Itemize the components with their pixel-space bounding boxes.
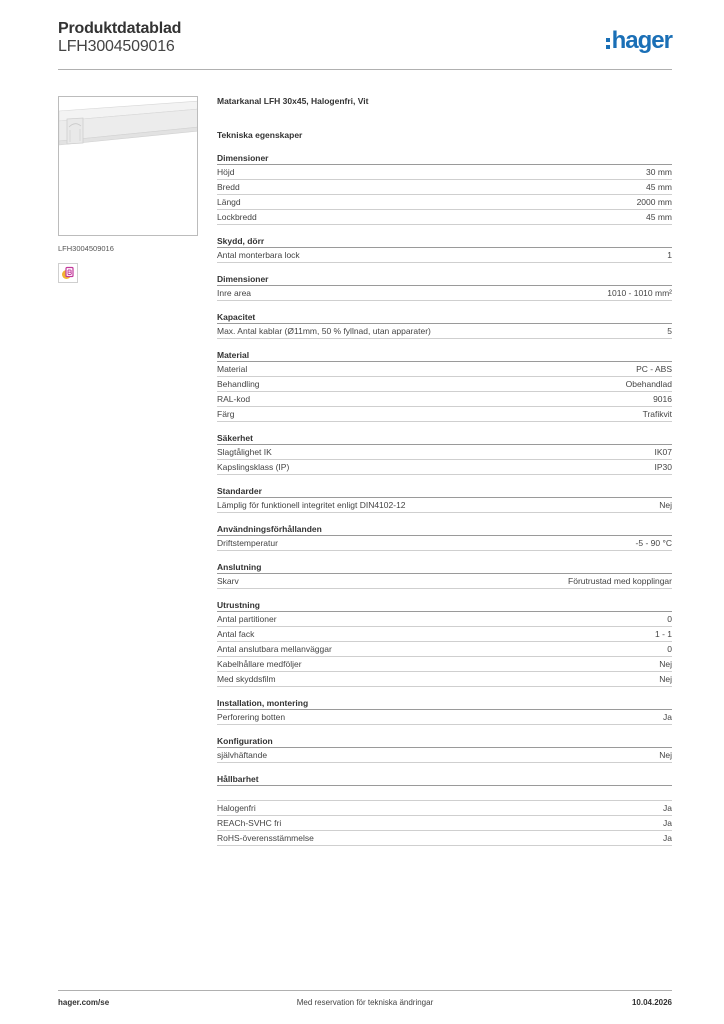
property-label: Behandling <box>217 379 260 389</box>
property-label: REACh-SVHC fri <box>217 818 282 828</box>
property-row <box>217 407 672 422</box>
property-value: Nej <box>659 500 672 510</box>
property-value: -5 - 90 °C <box>635 538 672 548</box>
property-row <box>217 286 672 301</box>
property-row <box>217 498 672 513</box>
property-section <box>217 561 672 589</box>
halogen-free-label-icon <box>58 263 78 283</box>
property-row <box>217 324 672 339</box>
property-label: självhäftande <box>217 750 268 760</box>
page-footer <box>58 998 672 1010</box>
property-row <box>217 377 672 392</box>
property-value: 0 <box>667 614 672 624</box>
properties-title: Tekniska egenskaper <box>217 130 303 140</box>
property-label: Inre area <box>217 288 252 298</box>
image-caption: LFH3004509016 <box>58 244 114 253</box>
section-title: Kapacitet <box>217 311 672 324</box>
property-section <box>217 735 672 763</box>
property-row <box>217 657 672 672</box>
logo-text: hager <box>611 27 672 54</box>
property-label: Lockbredd <box>217 212 257 222</box>
property-row <box>217 786 672 801</box>
property-label: Driftstemperatur <box>217 538 278 548</box>
property-row <box>217 672 672 687</box>
section-title: Installation, montering <box>217 697 672 710</box>
property-value: 1 <box>667 250 672 260</box>
property-section <box>217 697 672 725</box>
document-title: Produktdatablad <box>58 20 182 37</box>
property-section <box>217 432 672 475</box>
property-value: Förutrustad med kopplingar <box>568 576 672 586</box>
property-section <box>217 349 672 422</box>
logo-dots-icon <box>606 38 610 49</box>
property-value: PC - ABS <box>636 364 672 374</box>
property-row <box>217 195 672 210</box>
property-label: Skarv <box>217 576 239 586</box>
property-row <box>217 748 672 763</box>
property-row <box>217 180 672 195</box>
property-row <box>217 612 672 627</box>
document-date: 10.04.2026 <box>631 998 672 1007</box>
property-value: 2000 mm <box>636 197 672 207</box>
section-title: Utrustning <box>217 599 672 612</box>
property-label: Bredd <box>217 182 240 192</box>
property-value: Ja <box>663 818 672 828</box>
property-label: Längd <box>217 197 241 207</box>
property-value: 1010 - 1010 mm² <box>607 288 672 298</box>
property-section <box>217 485 672 513</box>
property-value: 30 mm <box>646 167 672 177</box>
property-label: Perforering botten <box>217 712 286 722</box>
property-value: Trafikvit <box>642 409 672 419</box>
property-value: 1 - 1 <box>654 629 672 639</box>
property-label: Kapslingsklass (IP) <box>217 462 290 472</box>
property-row <box>217 816 672 831</box>
hager-logo <box>606 29 672 53</box>
property-label: Med skyddsfilm <box>217 674 276 684</box>
property-row <box>217 801 672 816</box>
property-label: Antal fack <box>217 629 255 639</box>
section-title: Dimensioner <box>217 152 672 165</box>
property-label: Antal partitioner <box>217 614 277 624</box>
property-value: 5 <box>667 326 672 336</box>
cable-trunking-image <box>59 97 198 236</box>
section-title: Material <box>217 349 672 362</box>
property-section <box>217 152 672 225</box>
property-value: IP30 <box>654 462 672 472</box>
property-label: Lämplig för funktionell integritet enligt DIN4102-12 <box>217 500 406 510</box>
product-details <box>217 94 672 846</box>
property-value: 45 mm <box>646 182 672 192</box>
property-label: RoHS-överensstämmelse <box>217 833 314 843</box>
website-link[interactable]: hager.com/se <box>58 998 110 1007</box>
property-row <box>217 210 672 225</box>
disclaimer-text: Med reservation för tekniska ändringar <box>296 998 434 1007</box>
property-value: Ja <box>663 712 672 722</box>
properties-list <box>217 152 672 846</box>
property-value: Nej <box>659 750 672 760</box>
property-label: Antal monterbara lock <box>217 250 300 260</box>
section-title: Standarder <box>217 485 672 498</box>
property-row <box>217 627 672 642</box>
property-row <box>217 536 672 551</box>
property-section <box>217 523 672 551</box>
property-label: Kabelhållare medföljer <box>217 659 302 669</box>
section-title: Användningsförhållanden <box>217 523 672 536</box>
property-label: Slagtålighet IK <box>217 447 272 457</box>
property-row <box>217 460 672 475</box>
section-title: Dimensioner <box>217 273 672 286</box>
section-title: Säkerhet <box>217 432 672 445</box>
property-label: Material <box>217 364 248 374</box>
property-value: Ja <box>663 833 672 843</box>
property-section <box>217 311 672 339</box>
section-title: Skydd, dörr <box>217 235 672 248</box>
property-value: 9016 <box>653 394 672 404</box>
property-value: Obehandlad <box>625 379 672 389</box>
property-row <box>217 445 672 460</box>
section-title: Konfiguration <box>217 735 672 748</box>
property-value: 0 <box>667 644 672 654</box>
product-code: LFH3004509016 <box>58 38 175 55</box>
footer-divider <box>58 990 672 991</box>
property-label: Halogenfri <box>217 803 256 813</box>
property-row <box>217 248 672 263</box>
property-label: Höjd <box>217 167 235 177</box>
property-row <box>217 165 672 180</box>
property-row <box>217 392 672 407</box>
property-row <box>217 574 672 589</box>
property-section <box>217 235 672 263</box>
property-value: IK07 <box>654 447 672 457</box>
property-row <box>217 642 672 657</box>
property-row <box>217 831 672 846</box>
property-value: Nej <box>659 674 672 684</box>
property-label: Färg <box>217 409 235 419</box>
section-title: Hållbarhet <box>217 773 672 786</box>
property-row <box>217 362 672 377</box>
property-label: RAL-kod <box>217 394 251 404</box>
property-row <box>217 710 672 725</box>
product-image <box>58 96 198 236</box>
product-name: Matarkanal LFH 30x45, Halogenfri, Vit <box>217 96 369 106</box>
property-section <box>217 773 672 846</box>
section-title: Anslutning <box>217 561 672 574</box>
property-section <box>217 273 672 301</box>
property-value: 45 mm <box>646 212 672 222</box>
property-label: Max. Antal kablar (Ø11mm, 50 % fyllnad, utan apparater) <box>217 326 431 336</box>
page-header <box>58 20 672 68</box>
header-divider <box>58 69 672 70</box>
property-value: Nej <box>659 659 672 669</box>
property-section <box>217 599 672 687</box>
property-value: Ja <box>663 803 672 813</box>
property-label: Antal anslutbara mellanväggar <box>217 644 332 654</box>
